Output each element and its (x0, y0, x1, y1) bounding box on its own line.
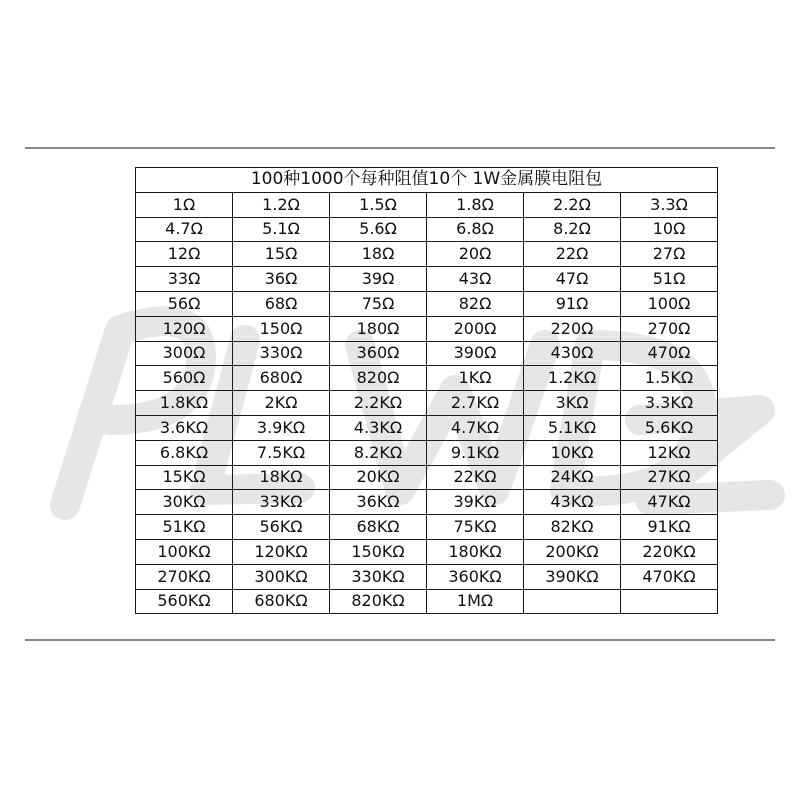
resistor-value-cell: 1.8KΩ (136, 391, 233, 416)
table-row (136, 192, 718, 217)
resistor-value-cell: 51KΩ (136, 515, 233, 540)
resistor-value-cell: 430Ω (524, 341, 621, 366)
resistor-value-cell: 120KΩ (233, 539, 330, 564)
resistor-value-cell: 470KΩ (621, 564, 718, 589)
resistor-value-cell: 100KΩ (136, 539, 233, 564)
resistor-value-cell: 82Ω (427, 291, 524, 316)
table-title: 100种1000个每种阻值10个 1W金属膜电阻包 (136, 168, 718, 193)
resistor-value-cell: 8.2Ω (524, 217, 621, 242)
resistor-value-cell: 1.8Ω (427, 192, 524, 217)
top-divider (25, 147, 775, 149)
table-row (136, 589, 718, 614)
resistor-value-cell: 150Ω (233, 316, 330, 341)
table-row (136, 316, 718, 341)
resistor-value-cell: 680Ω (233, 366, 330, 391)
resistor-value-cell: 330Ω (233, 341, 330, 366)
resistor-value-table (135, 167, 718, 614)
table-row (136, 539, 718, 564)
table-body (136, 192, 718, 614)
table-row (136, 341, 718, 366)
resistor-value-cell: 10Ω (621, 217, 718, 242)
resistor-value-cell: 330KΩ (330, 564, 427, 589)
resistor-value-cell: 75KΩ (427, 515, 524, 540)
resistor-value-cell: 360KΩ (427, 564, 524, 589)
resistor-value-cell: 3.6KΩ (136, 415, 233, 440)
resistor-value-cell: 39Ω (330, 267, 427, 292)
resistor-value-cell: 200Ω (427, 316, 524, 341)
resistor-value-cell: 2.2Ω (524, 192, 621, 217)
resistor-value-cell: 360Ω (330, 341, 427, 366)
resistor-value-cell: 15KΩ (136, 465, 233, 490)
resistor-value-cell: 68KΩ (330, 515, 427, 540)
resistor-value-cell: 33KΩ (233, 490, 330, 515)
resistor-value-cell: 5.1KΩ (524, 415, 621, 440)
resistor-value-cell (621, 589, 718, 614)
table-row (136, 267, 718, 292)
resistor-value-cell: 220KΩ (621, 539, 718, 564)
table-row (136, 242, 718, 267)
resistor-value-cell: 27Ω (621, 242, 718, 267)
resistor-value-cell: 150KΩ (330, 539, 427, 564)
resistor-value-cell: 5.1Ω (233, 217, 330, 242)
resistor-value-cell: 560KΩ (136, 589, 233, 614)
resistor-value-cell: 120Ω (136, 316, 233, 341)
table-row (136, 564, 718, 589)
table-row (136, 415, 718, 440)
resistor-value-cell: 36KΩ (330, 490, 427, 515)
resistor-value-cell: 10KΩ (524, 440, 621, 465)
resistor-value-cell: 51Ω (621, 267, 718, 292)
resistor-value-cell: 30KΩ (136, 490, 233, 515)
table-title-row (136, 168, 718, 193)
resistor-value-cell: 5.6Ω (330, 217, 427, 242)
resistor-value-cell: 2.7KΩ (427, 391, 524, 416)
bottom-divider (25, 639, 775, 641)
table-row (136, 440, 718, 465)
resistor-value-cell: 39KΩ (427, 490, 524, 515)
resistor-value-cell: 27KΩ (621, 465, 718, 490)
resistor-value-cell: 24KΩ (524, 465, 621, 490)
resistor-value-cell (524, 589, 621, 614)
resistor-value-cell: 91Ω (524, 291, 621, 316)
resistor-value-cell: 3.3Ω (621, 192, 718, 217)
resistor-table-container (135, 167, 718, 614)
resistor-value-cell: 180Ω (330, 316, 427, 341)
resistor-value-cell: 56Ω (136, 291, 233, 316)
resistor-value-cell: 43KΩ (524, 490, 621, 515)
resistor-value-cell: 3.9KΩ (233, 415, 330, 440)
resistor-value-cell: 3.3KΩ (621, 391, 718, 416)
resistor-value-cell: 4.7KΩ (427, 415, 524, 440)
resistor-value-cell: 220Ω (524, 316, 621, 341)
resistor-value-cell: 33Ω (136, 267, 233, 292)
resistor-value-cell: 43Ω (427, 267, 524, 292)
table-row (136, 366, 718, 391)
resistor-value-cell: 91KΩ (621, 515, 718, 540)
resistor-value-cell: 300KΩ (233, 564, 330, 589)
resistor-value-cell: 22KΩ (427, 465, 524, 490)
resistor-value-cell: 4.3KΩ (330, 415, 427, 440)
resistor-value-cell: 2.2KΩ (330, 391, 427, 416)
resistor-value-cell: 1.5KΩ (621, 366, 718, 391)
resistor-value-cell: 5.6KΩ (621, 415, 718, 440)
resistor-value-cell: 820Ω (330, 366, 427, 391)
resistor-value-cell: 18KΩ (233, 465, 330, 490)
resistor-value-cell: 22Ω (524, 242, 621, 267)
resistor-value-cell: 18Ω (330, 242, 427, 267)
resistor-value-cell: 390Ω (427, 341, 524, 366)
resistor-value-cell: 7.5KΩ (233, 440, 330, 465)
resistor-value-cell: 180KΩ (427, 539, 524, 564)
resistor-value-cell: 300Ω (136, 341, 233, 366)
resistor-value-cell: 1KΩ (427, 366, 524, 391)
resistor-value-cell: 6.8KΩ (136, 440, 233, 465)
resistor-value-cell: 20KΩ (330, 465, 427, 490)
resistor-value-cell: 390KΩ (524, 564, 621, 589)
resistor-value-cell: 680KΩ (233, 589, 330, 614)
resistor-value-cell: 12Ω (136, 242, 233, 267)
resistor-value-cell: 470Ω (621, 341, 718, 366)
resistor-value-cell: 560Ω (136, 366, 233, 391)
resistor-value-cell: 3KΩ (524, 391, 621, 416)
resistor-value-cell: 15Ω (233, 242, 330, 267)
resistor-value-cell: 9.1KΩ (427, 440, 524, 465)
resistor-value-cell: 1.5Ω (330, 192, 427, 217)
resistor-value-cell: 20Ω (427, 242, 524, 267)
resistor-value-cell: 200KΩ (524, 539, 621, 564)
resistor-value-cell: 36Ω (233, 267, 330, 292)
table-row (136, 217, 718, 242)
table-row (136, 465, 718, 490)
resistor-value-cell: 820KΩ (330, 589, 427, 614)
resistor-value-cell: 68Ω (233, 291, 330, 316)
resistor-value-cell: 75Ω (330, 291, 427, 316)
resistor-value-cell: 1.2Ω (233, 192, 330, 217)
table-row (136, 515, 718, 540)
resistor-value-cell: 270Ω (621, 316, 718, 341)
table-row (136, 490, 718, 515)
resistor-value-cell: 1Ω (136, 192, 233, 217)
resistor-value-cell: 47KΩ (621, 490, 718, 515)
resistor-value-cell: 47Ω (524, 267, 621, 292)
resistor-value-cell: 12KΩ (621, 440, 718, 465)
resistor-value-cell: 56KΩ (233, 515, 330, 540)
resistor-value-cell: 2KΩ (233, 391, 330, 416)
resistor-value-cell: 8.2KΩ (330, 440, 427, 465)
resistor-value-cell: 4.7Ω (136, 217, 233, 242)
resistor-value-cell: 100Ω (621, 291, 718, 316)
resistor-value-cell: 270KΩ (136, 564, 233, 589)
resistor-value-cell: 6.8Ω (427, 217, 524, 242)
table-row (136, 391, 718, 416)
resistor-value-cell: 82KΩ (524, 515, 621, 540)
table-row (136, 291, 718, 316)
resistor-value-cell: 1.2KΩ (524, 366, 621, 391)
resistor-value-cell: 1MΩ (427, 589, 524, 614)
